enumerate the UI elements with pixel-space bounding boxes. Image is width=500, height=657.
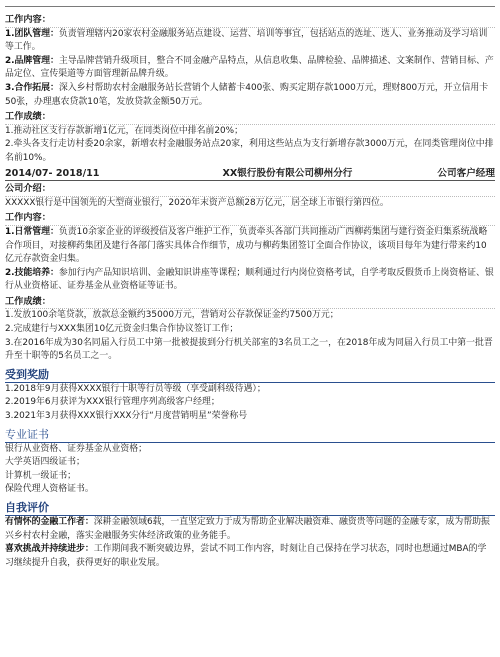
job1-result-1: 1.推动社区支行存款新增1亿元，在同类岗位中排名前20%； [5,125,243,136]
job2-item-2: 2.技能培养：参加行内产品知识培训、金融知识讲座等课程；顺利通过行内岗位资格考试，自学考取反假货币上岗资格证、银行从业资格证、证券基金从业资格证等证书。 [5,267,494,292]
job2-intro: XXXXX银行是中国领先的大型商业银行，2020年末资产总额28万亿元，居全球上市银行第四位。 [5,197,389,208]
award-item: 3.2021年3月获得XXX银行XXX分行“月度营销明星”荣誉称号 [5,411,248,422]
job1-result-title: 工作成绩： [5,110,495,125]
job2-header [5,167,495,182]
cert-item: 大学英语四级证书； [5,457,85,468]
job2-company: XX银行股份有限公司柳州分行 [222,167,353,179]
cert-item: 保险代理人资格证书。 [5,484,94,495]
job1-item-2: 2.品牌管理：主导品牌营销升级项目，整合不同金融产品特点，从信息收集、品牌检验、品牌描述、文案制作、营销目标、产品定位、宣传渠道等方面管理新品牌升级。 [5,55,494,80]
self-item-2: 喜欢挑战并持续进步：工作期间我不断突破边界，尝试不同工作内容，时刻让自己保持在学习状态，同时也想通过MBA的学习继续提升自我，获得更好的职业发展。 [5,544,487,568]
job2-position: 公司客户经理 [437,167,495,179]
job2-result-3: 3.在2016年成为30名同届入行员工中第一批被提拔到分行机关部室的3名员工之一，在2018年成为同届入行员工中第一批晋升至十职等的5名员工之一。 [5,337,493,362]
job1-result-2: 2.牵头各支行走访村委20余家，新增农村金融服务站点20家，利用这些站点为支行新增存款3000万元，在同类管理岗位中排名前10%。 [5,139,494,163]
job1-item-1: 1.团队管理：负责管理辖内20家农村金融服务站点建设、运营、培训等事宜，包括站点的选址、选人、业务推动及学习培训等工作。 [5,28,488,53]
awards-section-title: 受到奖励 [5,367,495,383]
job2-result-title: 工作成绩： [5,295,495,310]
job1-work-title: 工作内容： [5,13,495,28]
job2-item-1: 1.日常管理：负责10余家企业的评级授信及客户维护工作，负责牵头各部门共同推动广西柳药集团与建行资金归集系统战略合作项目，对接柳药集团及建行各部门落实具体合作细节，成功与柳药集团签订全面合作协议，该项目每年为建行带来约10亿元存款资金归集。 [5,226,488,265]
award-item: 1.2018年9月获得XXXX银行十职等行员等级（享受副科级待遇）； [5,383,266,394]
job2-intro-title: 公司介绍： [5,182,495,197]
job2-work-title: 工作内容： [5,211,495,226]
job2-result-2: 2.完成建行与XXX集团10亿元资金归集合作协议签订工作； [5,324,239,335]
resume-content [5,12,495,570]
job1-item-3: 3.合作拓展：深入乡村帮助农村金融服务站长营销个人储蓄卡400张、购买定期存款1000万元，理财800万元，开立信用卡50张，办理惠农贷款10笔，发放贷款金额50万元。 [5,82,489,107]
top-divider [5,6,495,7]
award-item: 2.2019年6月获评为XXX银行管理序列高级客户经理； [5,397,220,408]
cert-item: 计算机一级证书； [5,470,76,481]
self-item-1: 有情怀的金融工作者：深耕金融领域6载，一直坚定致力于成为帮助企业解决融资难、融资贵等问题的金融专家，成为帮助振兴乡村农村金融，落实金融服务实体经济政策的业务能手。 [5,517,490,541]
job2-date: 2014/07- 2018/11 [5,167,100,179]
job2-result-1: 1.发放100余笔贷款，放款总金额约35000万元，营销对公存款保证金约7500万元； [5,310,339,321]
certs-section-title: 专业证书 [5,427,495,443]
cert-item: 银行从业资格、证券基金从业资格； [5,443,147,454]
self-section-title: 自我评价 [5,500,495,516]
